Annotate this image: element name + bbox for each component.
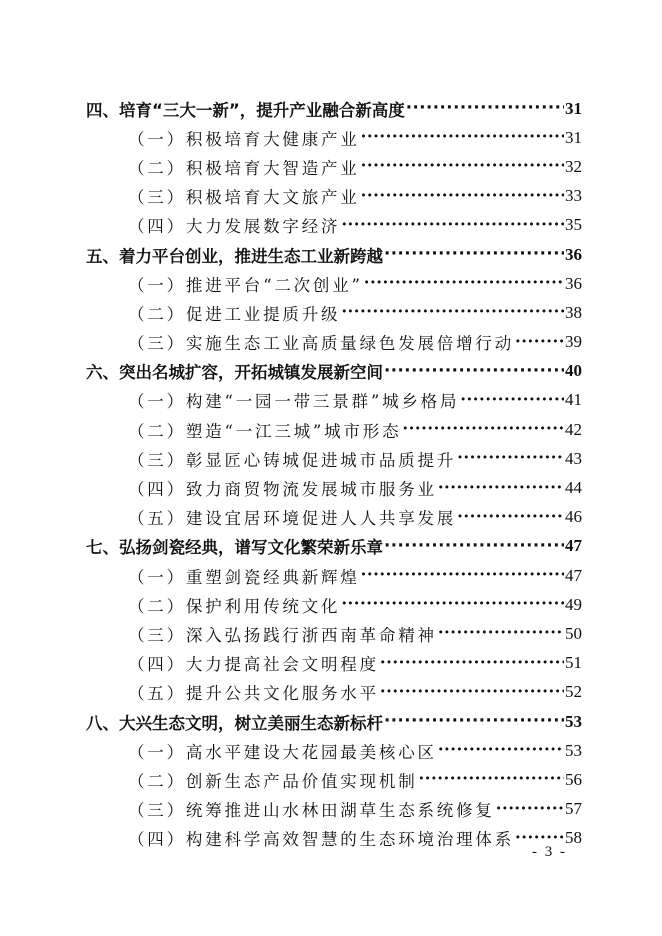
toc-entry-title: （三）积极培育大文旅产业 xyxy=(128,188,360,208)
toc-section-entry[interactable] xyxy=(86,795,582,824)
toc-entry-title: （二）促进工业提质升级 xyxy=(128,304,341,324)
toc-section-entry[interactable] xyxy=(86,619,582,648)
toc-entry-page: 43 xyxy=(565,448,582,468)
toc-entry-title: （三）实施生态工业高质量绿色发展倍增行动 xyxy=(128,334,514,354)
toc-entry-title: （四）构建科学高效智慧的生态环境治理体系 xyxy=(128,830,514,850)
toc-dot-leader xyxy=(361,186,564,205)
toc-entry-page: 53 xyxy=(565,711,582,731)
toc-dot-leader xyxy=(341,594,564,613)
toc-entry-title: （二）塑造“一江三城”城市形态 xyxy=(128,421,402,441)
toc-dot-leader xyxy=(384,244,564,263)
toc-chapter-entry[interactable] xyxy=(86,240,582,269)
table-of-contents xyxy=(86,94,582,853)
toc-entry-title: 七、弘扬剑瓷经典，谱写文化繁荣新乐章 xyxy=(86,538,383,558)
toc-dot-leader xyxy=(380,682,564,701)
toc-section-entry[interactable] xyxy=(86,328,582,357)
toc-chapter-entry[interactable] xyxy=(86,357,582,386)
toc-chapter-entry[interactable] xyxy=(86,94,582,123)
toc-section-entry[interactable] xyxy=(86,182,582,211)
toc-dot-leader xyxy=(515,332,564,351)
toc-entry-title: 八、大兴生态文明，树立美丽生态新标杆 xyxy=(86,713,383,733)
toc-entry-title: （四）大力提高社会文明程度 xyxy=(128,655,379,675)
toc-entry-page: 44 xyxy=(565,478,582,498)
toc-dot-leader xyxy=(364,273,564,292)
toc-entry-title: （二）创新生态产品价值实现机制 xyxy=(128,771,418,791)
toc-section-entry[interactable] xyxy=(86,736,582,765)
toc-dot-leader xyxy=(438,623,564,642)
toc-dot-leader xyxy=(402,419,564,438)
toc-entry-page: 58 xyxy=(565,828,582,848)
toc-entry-page: 40 xyxy=(565,361,582,381)
toc-chapter-entry[interactable] xyxy=(86,532,582,561)
toc-entry-title: （三）彰显匠心铸城促进城市品质提升 xyxy=(128,450,457,470)
toc-entry-page: 36 xyxy=(565,273,582,293)
toc-section-entry[interactable] xyxy=(86,444,582,473)
toc-dot-leader xyxy=(419,769,565,788)
toc-section-entry[interactable] xyxy=(86,415,582,444)
toc-entry-title: （四）致力商贸物流发展城市服务业 xyxy=(128,480,437,500)
toc-dot-leader xyxy=(341,215,564,234)
toc-entry-title: （一）高水平建设大花园最美核心区 xyxy=(128,742,437,762)
toc-section-entry[interactable] xyxy=(86,298,582,327)
toc-chapter-entry[interactable] xyxy=(86,707,582,736)
toc-entry-page: 38 xyxy=(565,302,582,322)
toc-entry-title: （一）推进平台“二次创业” xyxy=(128,275,363,295)
toc-entry-page: 41 xyxy=(565,390,582,410)
toc-dot-leader xyxy=(384,711,564,730)
toc-dot-leader xyxy=(380,653,564,672)
toc-entry-page: 33 xyxy=(565,186,582,206)
toc-entry-page: 46 xyxy=(565,507,582,527)
toc-section-entry[interactable] xyxy=(86,590,582,619)
toc-dot-leader xyxy=(457,448,564,467)
toc-section-entry[interactable] xyxy=(86,649,582,678)
toc-entry-page: 47 xyxy=(565,565,582,585)
toc-section-entry[interactable] xyxy=(86,211,582,240)
toc-entry-page: 53 xyxy=(565,740,582,760)
toc-entry-title: （二）保护利用传统文化 xyxy=(128,596,341,616)
toc-section-entry[interactable] xyxy=(86,473,582,502)
toc-entry-page: 39 xyxy=(565,332,582,352)
toc-entry-title: 六、突出名城扩容，开拓城镇发展新空间 xyxy=(86,363,383,383)
toc-dot-leader xyxy=(384,361,564,380)
toc-dot-leader xyxy=(438,478,564,497)
toc-entry-title: （一）构建“一园一带三景群”城乡格局 xyxy=(128,392,460,412)
toc-entry-page: 36 xyxy=(565,244,582,264)
toc-entry-page: 35 xyxy=(565,215,582,235)
toc-section-entry[interactable] xyxy=(86,503,582,532)
toc-entry-title: （一）积极培育大健康产业 xyxy=(128,129,360,149)
toc-dot-leader xyxy=(384,536,564,555)
toc-entry-title: （三）统筹推进山水林田湖草生态系统修复 xyxy=(128,801,495,821)
toc-entry-title: （五）建设宜居环境促进人人共享发展 xyxy=(128,509,457,529)
toc-section-entry[interactable] xyxy=(86,561,582,590)
toc-section-entry[interactable] xyxy=(86,123,582,152)
toc-dot-leader xyxy=(438,740,564,759)
toc-entry-page: 47 xyxy=(565,536,582,556)
toc-dot-leader xyxy=(457,507,564,526)
toc-entry-page: 50 xyxy=(565,623,582,643)
toc-dot-leader xyxy=(496,799,564,818)
toc-section-entry[interactable] xyxy=(86,824,582,853)
toc-section-entry[interactable] xyxy=(86,269,582,298)
toc-section-entry[interactable] xyxy=(86,678,582,707)
toc-section-entry[interactable] xyxy=(86,765,582,794)
toc-entry-title: 四、培育“三大一新”，提升产业融合新高度 xyxy=(86,100,405,120)
toc-section-entry[interactable] xyxy=(86,386,582,415)
toc-entry-title: （四）大力发展数字经济 xyxy=(128,217,341,237)
toc-section-entry[interactable] xyxy=(86,152,582,181)
page-number: - 3 - xyxy=(532,844,567,860)
toc-entry-page: 49 xyxy=(565,594,582,614)
toc-entry-page: 32 xyxy=(565,156,582,176)
toc-entry-page: 56 xyxy=(565,769,582,789)
toc-dot-leader xyxy=(361,565,564,584)
toc-dot-leader xyxy=(460,390,564,409)
toc-dot-leader xyxy=(361,127,564,146)
toc-entry-title: （二）积极培育大智造产业 xyxy=(128,158,360,178)
toc-entry-title: 五、着力平台创业，推进生态工业新跨越 xyxy=(86,246,383,266)
toc-entry-page: 31 xyxy=(565,127,582,147)
toc-entry-page: 31 xyxy=(565,98,582,118)
toc-entry-title: （五）提升公共文化服务水平 xyxy=(128,684,379,704)
toc-dot-leader xyxy=(406,98,564,117)
toc-dot-leader xyxy=(341,302,564,321)
toc-entry-title: （一）重塑剑瓷经典新辉煌 xyxy=(128,567,360,587)
toc-entry-page: 42 xyxy=(565,419,582,439)
toc-entry-title: （三）深入弘扬践行浙西南革命精神 xyxy=(128,625,437,645)
toc-entry-page: 52 xyxy=(565,682,582,702)
toc-entry-page: 57 xyxy=(565,799,582,819)
toc-entry-page: 51 xyxy=(565,653,582,673)
toc-dot-leader xyxy=(361,156,564,175)
